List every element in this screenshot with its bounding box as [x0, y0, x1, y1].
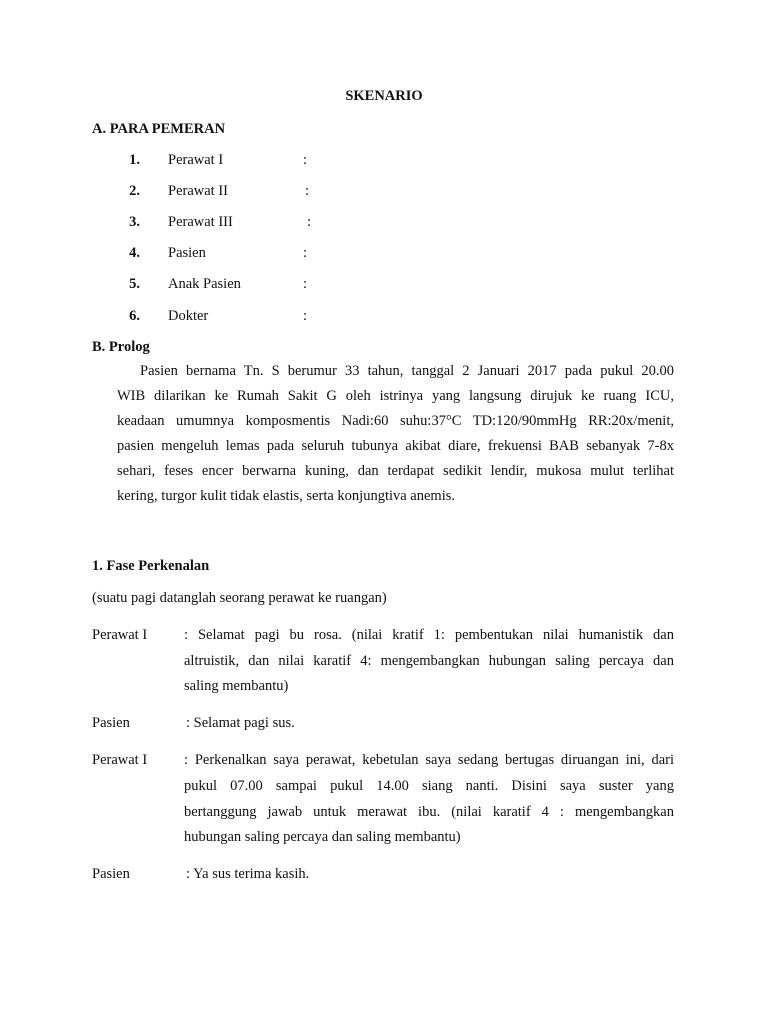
prolog-line: WIB dilarikan ke Rumah Sakit G oleh istrinya yang langsung dirujuk ke ruang ICU, — [117, 388, 674, 404]
speaker-name: Perawat I — [92, 752, 148, 768]
speech-line: : Selamat pagi bu rosa. (nilai kratif 1: pembentukan nilai humanistik dan — [184, 627, 674, 643]
cast-role: Pasien — [168, 245, 206, 261]
prolog-line: keadaan umumnya komposmentis Nadi:60 suhu:37°C TD:120/90mmHg RR:20x/menit, — [117, 413, 674, 429]
speech-line: : Perkenalkan saya perawat, kebetulan saya sedang bertugas diruangan ini, dari — [184, 752, 674, 768]
cast-role: Perawat II — [168, 183, 228, 199]
speech-line: : Selamat pagi sus. — [186, 715, 295, 731]
document-title: SKENARIO — [345, 88, 423, 104]
speech-line: altruistik, dan nilai karatif 4: mengembangkan hubungan saling percaya dan — [184, 653, 674, 669]
speech-line: saling membantu) — [184, 678, 289, 694]
cast-number: 6. — [129, 308, 140, 324]
cast-colon: : — [303, 245, 308, 261]
cast-role: Perawat III — [168, 214, 233, 230]
speech-line: : Ya sus terima kasih. — [186, 866, 310, 882]
cast-number: 5. — [129, 276, 140, 292]
speaker-name: Perawat I — [92, 627, 148, 643]
stage-direction: (suatu pagi datanglah seorang perawat ke ruangan) — [92, 590, 387, 606]
cast-colon: : — [303, 152, 308, 168]
section-b-heading: B. Prolog — [92, 339, 150, 355]
section-a-heading: A. PARA PEMERAN — [92, 121, 226, 137]
cast-colon: : — [303, 276, 308, 292]
cast-colon: : — [305, 183, 310, 199]
speech-line: hubungan saling percaya dan saling membantu) — [184, 829, 461, 845]
cast-number: 1. — [129, 152, 140, 168]
phase-heading: 1. Fase Perkenalan — [92, 558, 210, 574]
cast-colon: : — [303, 308, 308, 324]
speech-line: pukul 07.00 sampai pukul 14.00 siang nanti. Disini saya suster yang — [184, 778, 674, 794]
cast-colon: : — [307, 214, 312, 230]
cast-role: Dokter — [168, 308, 209, 324]
prolog-line: Pasien bernama Tn. S berumur 33 tahun, tanggal 2 Januari 2017 pada pukul 20.00 — [140, 363, 674, 379]
cast-role: Perawat I — [168, 152, 224, 168]
cast-role: Anak Pasien — [168, 276, 241, 292]
cast-number: 2. — [129, 183, 140, 199]
speech-line: bertanggung jawab untuk merawat ibu. (nilai karatif 4 : mengembangkan — [184, 804, 674, 820]
cast-number: 4. — [129, 245, 140, 261]
prolog-line: pasien mengeluh lemas pada seluruh tubunya akibat diare, frekuensi BAB sebanyak 7-8x — [117, 438, 674, 454]
prolog-line: kering, turgor kulit tidak elastis, serta konjungtiva anemis. — [117, 488, 456, 504]
cast-number: 3. — [129, 214, 140, 230]
speaker-name: Pasien — [92, 715, 130, 731]
prolog-line: sehari, feses encer berwarna kuning, dan terdapat sedikit lendir, mukosa mulut terlihat — [117, 463, 674, 479]
speaker-name: Pasien — [92, 866, 130, 882]
